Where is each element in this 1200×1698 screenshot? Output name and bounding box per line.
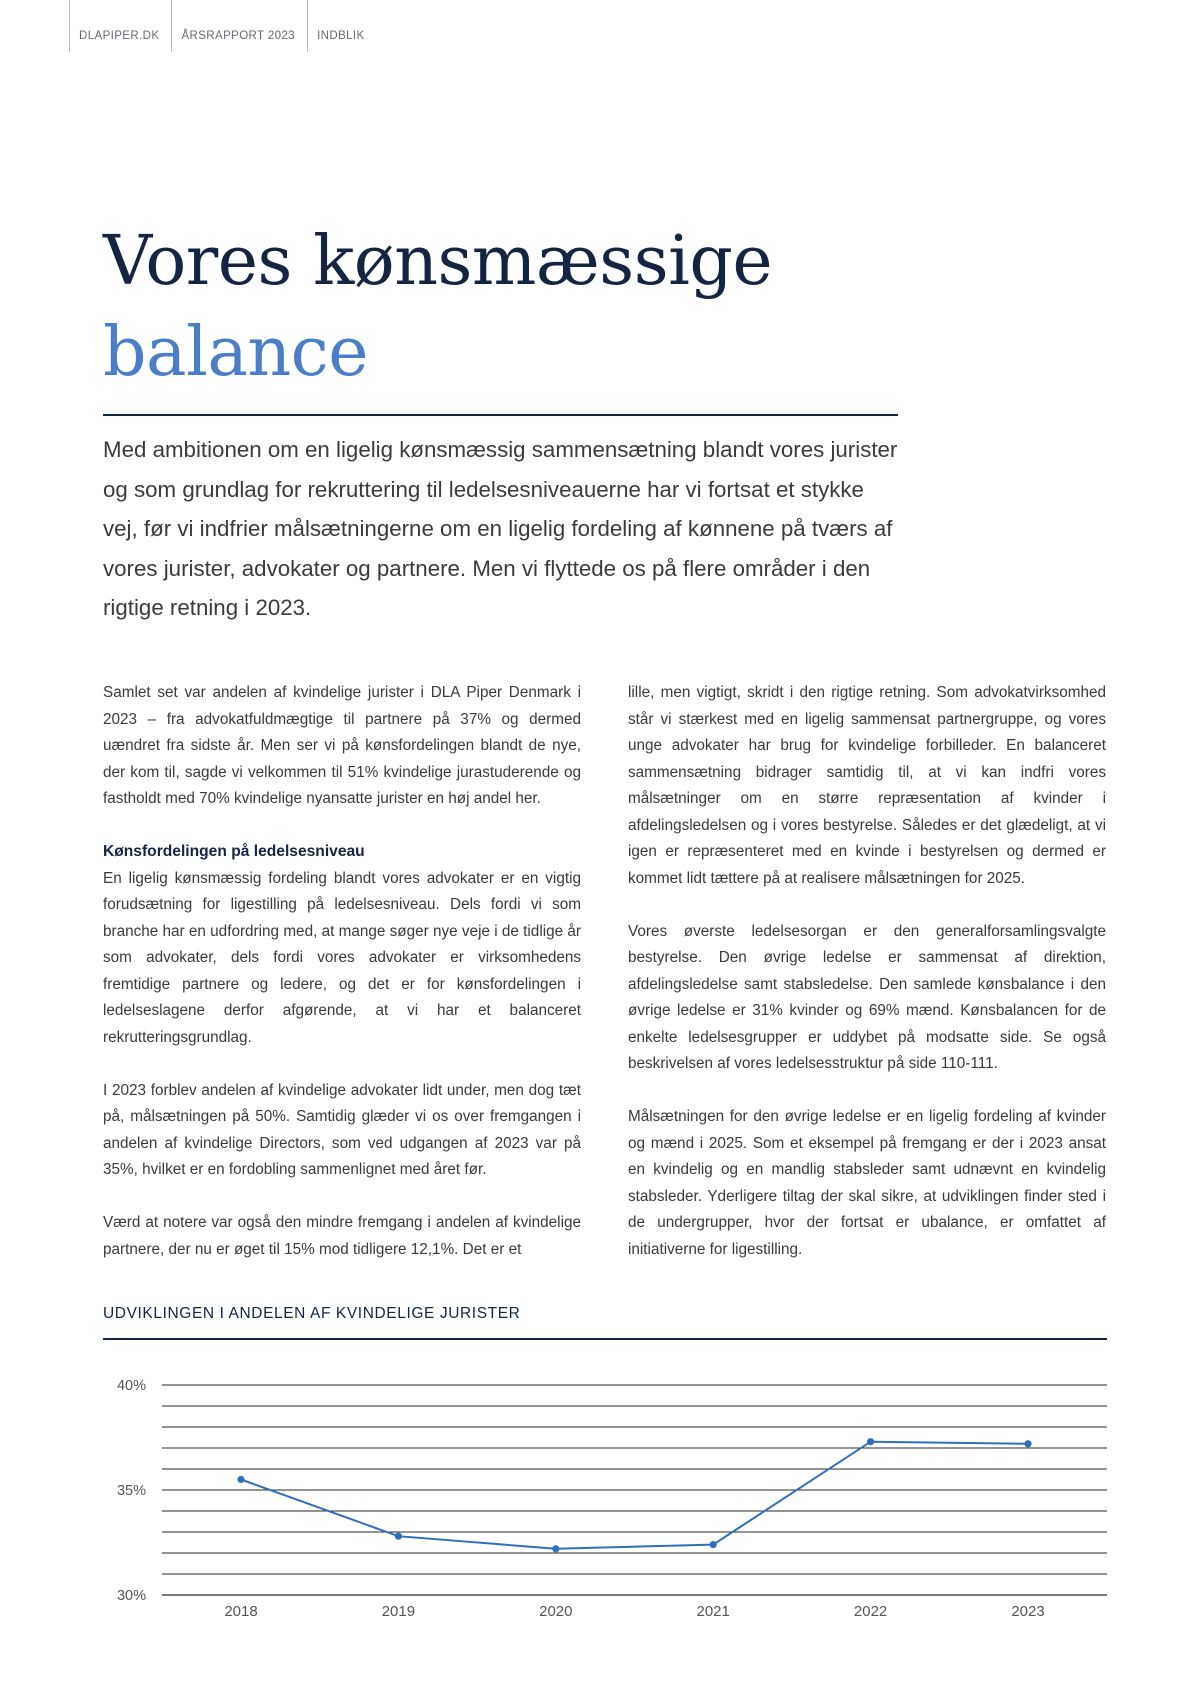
nav-item-report[interactable]: ÅRSRAPPORT 2023 bbox=[171, 0, 307, 52]
nav-item-section[interactable]: INDBLIK bbox=[307, 0, 377, 52]
data-point bbox=[710, 1541, 717, 1548]
data-point bbox=[237, 1476, 244, 1483]
body-paragraph: Samlet set var andelen af kvindelige jurister i DLA Piper Denmark i 2023 – fra advokatfuldmægtige til partnere på 37% og dermed uændret fra sidste år. Men ser vi på kønsfordelingen blandt de nye, der kom til, sagde vi velkommen til 51% kvindelige jurastuderende og fastholdt med 70% kvindelige nyansatte jurister en høj andel her. bbox=[103, 684, 581, 807]
y-tick-label: 40% bbox=[116, 1378, 146, 1394]
series-line bbox=[241, 1442, 1028, 1549]
data-point bbox=[1024, 1440, 1031, 1447]
data-point bbox=[867, 1438, 874, 1445]
chart-series bbox=[237, 1438, 1031, 1552]
x-tick-label: 2022 bbox=[853, 1603, 888, 1620]
body-paragraph: Værd at notere var også den mindre fremgang i andelen af kvindelige partnere, der nu er øget til 15% mod tidligere 12,1%. Det er et bbox=[103, 1214, 581, 1258]
lead-paragraph: Med ambitionen om en ligelig kønsmæssig sammensætning blandt vores jurister og som grundlag for rekruttering til ledelsesniveauerne har vi fortsat et stykke vej, før vi indfrier målsætningerne om en ligelig fordeling af kønnene på tværs af vores jurister, advokater og partnere. Men vi flyttede os på flere områder i den rigtige retning i 2023. bbox=[103, 437, 898, 621]
chart-x-axis bbox=[224, 1603, 1044, 1620]
data-point bbox=[552, 1545, 559, 1552]
x-tick-label: 2023 bbox=[1011, 1603, 1045, 1620]
data-point bbox=[395, 1533, 402, 1540]
body-paragraph: Målsætningen for den øvrige ledelse er en ligelig fordeling af kvinder og mænd i 2025. Som et eksempel på fremgang er der i 2023 ansat en kvindelig og en mandlig stabsleder samt udnævnt en kvindelig stabsleder. Yderligere tiltag der skal sikre, at udviklingen finder sted i de undergrupper, hvor der fortsat er ubalance, er omfattet af initiativerne for ligestilling. bbox=[628, 1108, 1106, 1258]
chart-gridlines bbox=[162, 1385, 1107, 1595]
body-paragraph: lille, men vigtigt, skridt i den rigtige retning. Som advokatvirksomhed står vi stærkest med en ligelig sammensat partnergruppe, og vores unge advokater har brug for kvindelige forbilleder. En balanceret sammensætning bidrager samtidig til, at vi kan indfri vores målsætninger om en større repræsentation af kvinder i afdelingsledelsen og i vores bestyrelse. Således er det glædeligt, at vi igen er repræsenteret med en kvinde i bestyrelsen og dermed er kommet lidt tættere på at realisere målsætningen for 2025. bbox=[628, 684, 1106, 887]
x-tick-label: 2019 bbox=[381, 1603, 416, 1620]
page-title-line-2: balance bbox=[103, 313, 368, 392]
body-paragraph: Vores øverste ledelsesorgan er den generalforsamlingsvalgte bestyrelse. Den øvrige ledelse er sammensat af direktion, afdelingsledelse samt stabsledelse. Den samlede kønsbalance i den øvrige ledelse er 31% kvinder og 69% mænd. Kønsbalancen for de enkelte ledelsesgrupper er uddybet på modsatte side. Se også beskrivelsen af vores ledelsesstruktur på side 110-111. bbox=[628, 922, 1106, 1072]
chart-title: UDVIKLINGEN I ANDELEN AF KVINDELIGE JURISTER bbox=[103, 1305, 521, 1322]
body-paragraph: I 2023 forblev andelen af kvindelige advokater lidt under, men dog tæt på, målsætningen på 50%. Samtidig glæder vi os over fremgangen i andelen af kvindelige Directors, som ved udgangen af 2023 var på 35%, hvilket er en fordobling sammenlignet med året før. bbox=[103, 1081, 581, 1178]
section-heading: Kønsfordelingen på ledelsesniveau bbox=[103, 843, 365, 860]
y-tick-label: 30% bbox=[116, 1588, 146, 1604]
page-title-line-1: Vores kønsmæssige bbox=[103, 222, 773, 301]
nav-item-site[interactable]: DLAPIPER.DK bbox=[69, 0, 171, 52]
x-tick-label: 2018 bbox=[224, 1603, 258, 1620]
x-tick-label: 2021 bbox=[696, 1603, 730, 1620]
y-tick-label: 35% bbox=[116, 1483, 146, 1499]
x-tick-label: 2020 bbox=[539, 1603, 573, 1620]
body-paragraph: En ligelig kønsmæssig fordeling blandt vores advokater er en vigtig forudsætning for ligestilling på ledelsesniveau. Dels fordi vi som branche har en udfordring med, at mange søger nye veje i de tidlige år som advokater, dels fordi vores advokater er virksomhedens fremtidige partnere og ledere, og det er for kønsfordelingen i ledelseslagene derfor afgørende, at vi har et balanceret rekrutteringsgrundlag. bbox=[103, 869, 581, 1046]
chart-y-axis bbox=[117, 1378, 146, 1604]
